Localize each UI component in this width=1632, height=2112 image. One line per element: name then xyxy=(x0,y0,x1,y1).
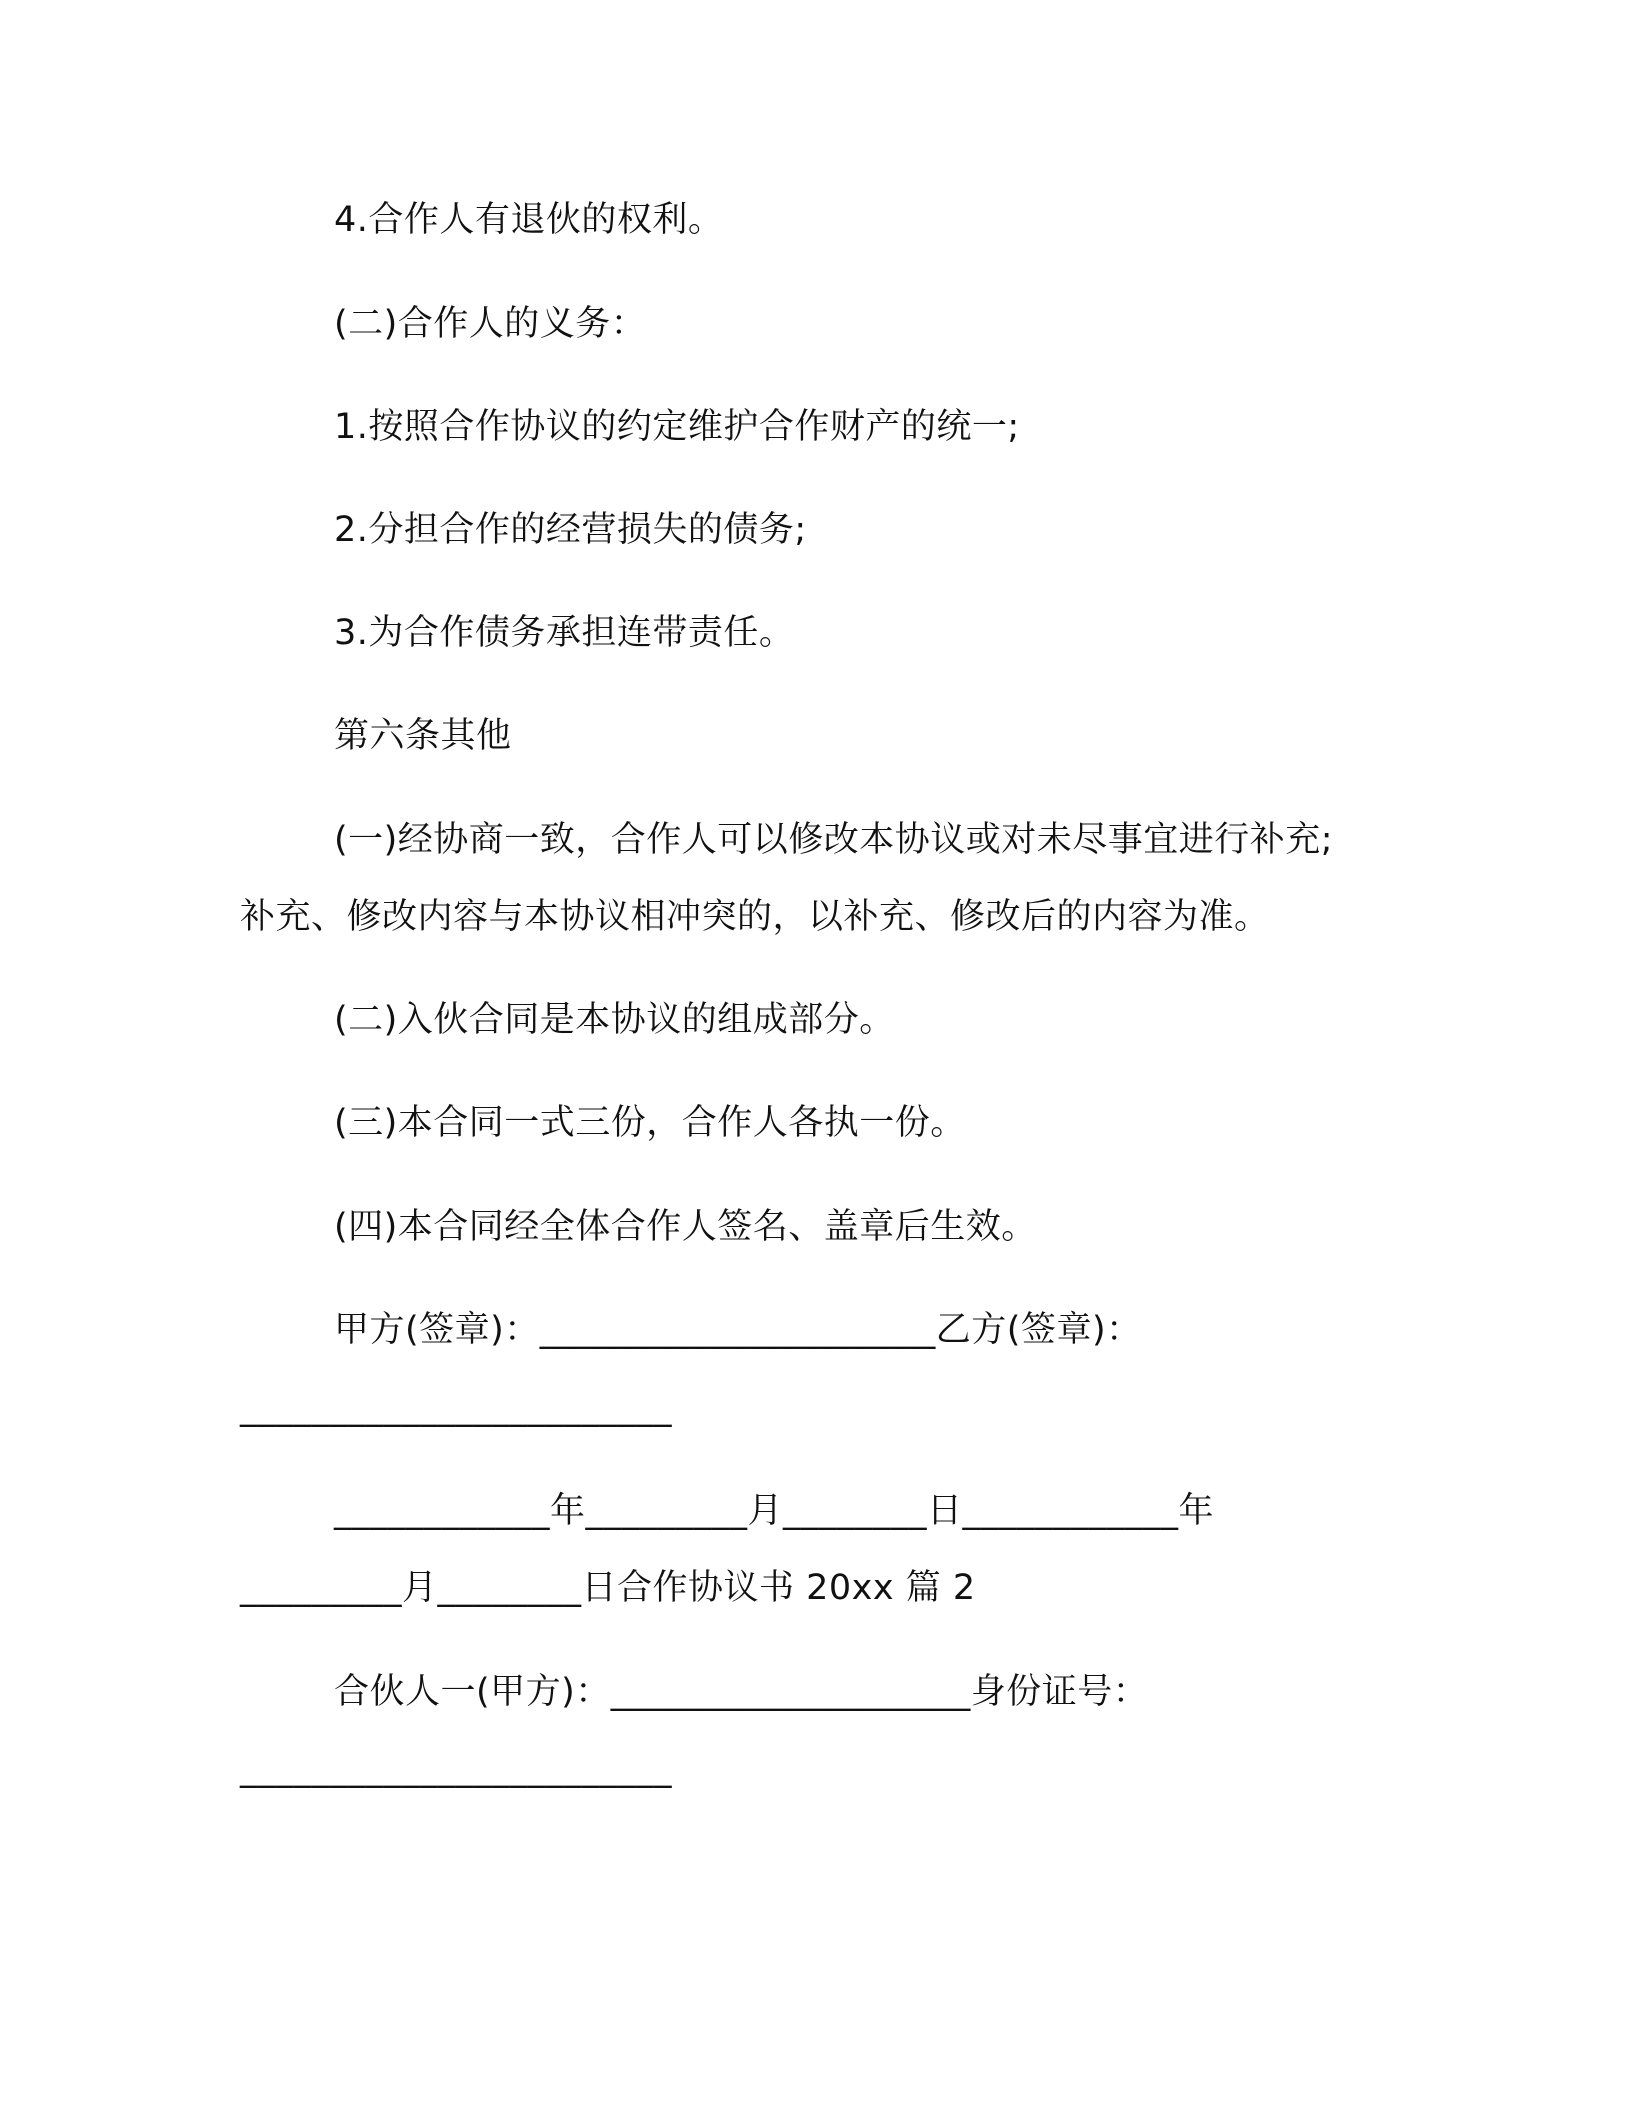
partner-one-id-line: 合伙人一(甲方)：____________________身份证号： xyxy=(334,1672,1149,1712)
signature-party-line: 甲方(签章)：______________________乙方(签章)： xyxy=(334,1310,1142,1350)
obligation-item-3: 3.为合作债务承担连带责任。 xyxy=(334,613,795,653)
other-clause-3: (三)本合同一式三份，合作人各执一份。 xyxy=(334,1103,966,1143)
obligation-item-2: 2.分担合作的经营损失的债务; xyxy=(334,510,807,550)
article-six-heading: 第六条其他 xyxy=(334,716,512,756)
date-line-2-with-title: _________月________日合作协议书 20xx 篇 2 xyxy=(240,1568,976,1608)
other-clause-1-line-1: (一)经协商一致，合作人可以修改本协议或对未尽事宜进行补充; xyxy=(334,820,1334,860)
obligation-item-1: 1.按照合作协议的约定维护合作财产的统一; xyxy=(334,407,1020,447)
other-clause-1-line-2: 补充、修改内容与本协议相冲突的，以补充、修改后的内容为准。 xyxy=(240,897,1270,937)
other-clause-2: (二)入伙合同是本协议的组成部分。 xyxy=(334,1000,895,1040)
partner-one-blank-line: ________________________ xyxy=(240,1749,672,1789)
date-line-1: ____________年_________月________日____________年 xyxy=(334,1491,1215,1531)
signature-blank-line: ________________________ xyxy=(240,1388,672,1428)
other-clause-4: (四)本合同经全体合作人签名、盖章后生效。 xyxy=(334,1207,1037,1247)
clause-withdrawal-right: 4.合作人有退伙的权利。 xyxy=(334,200,724,240)
section-partner-obligations-heading: (二)合作人的义务： xyxy=(334,304,647,344)
